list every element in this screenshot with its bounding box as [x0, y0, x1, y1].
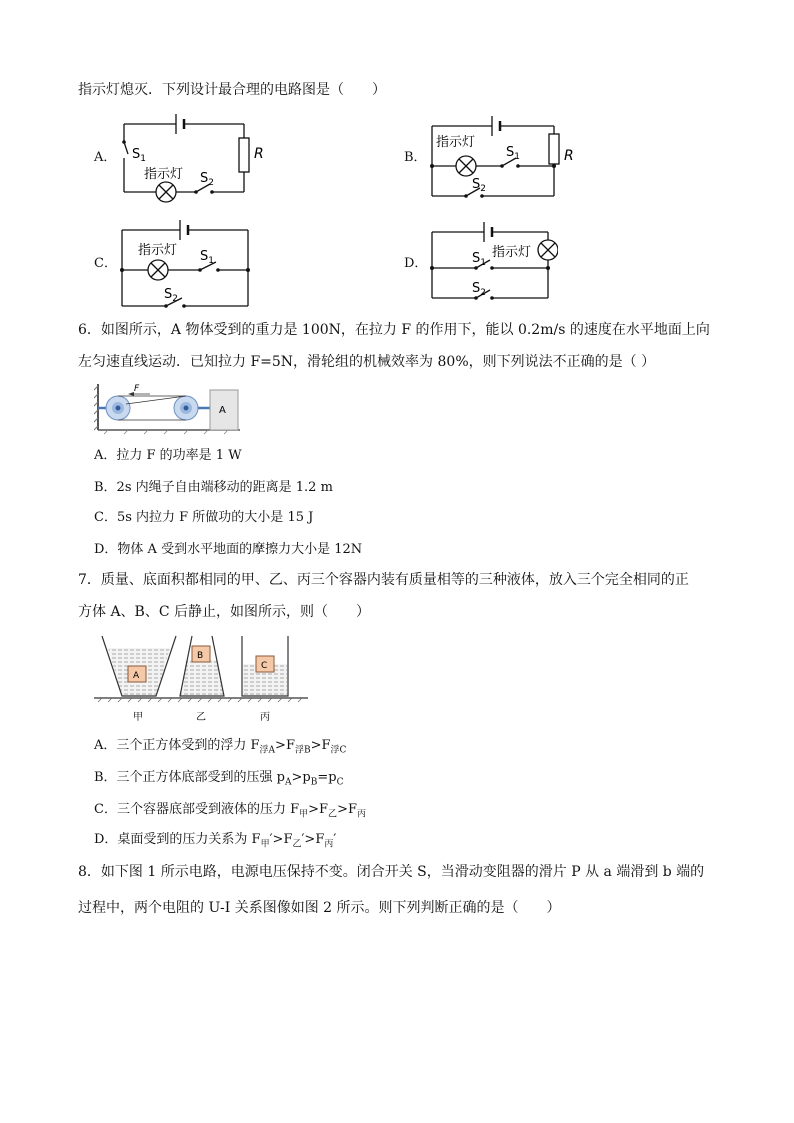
- q5-circuit-b: [426, 112, 596, 204]
- q7-box-c: C: [261, 661, 268, 671]
- q5b-r-label: R: [564, 148, 574, 164]
- q6-option-c: C．5s 内拉力 F 所做功的大小是 15 J: [94, 510, 314, 525]
- q6-option-a: A．拉力 F 的功率是 1 W: [94, 448, 242, 463]
- q5b-s2-label: $S_2$: [472, 177, 486, 194]
- q7-label-jia: 甲: [133, 712, 143, 723]
- q5c-s2-label: $S_2$: [164, 287, 178, 304]
- q7-stem-line2: 方体 A、B、C 后静止，如图所示，则（ ）: [78, 604, 371, 620]
- q7-label-yi: 乙: [196, 712, 206, 723]
- q7-option-a: A．三个正方体受到的浮力 $F_{浮A}>F_{浮B}>F_{浮C}$: [94, 738, 347, 756]
- q6-pulley-figure: [94, 380, 244, 436]
- q6-fig-f-label: F: [134, 384, 140, 394]
- q5a-s1-label: $S_1$: [132, 147, 146, 164]
- q5a-s2-label: $S_2$: [200, 171, 214, 188]
- q5c-s1-label: $S_1$: [200, 249, 214, 266]
- q5a-r-label: R: [254, 146, 264, 162]
- q5-option-b-label: B．: [404, 150, 427, 165]
- q5-circuit-d: [428, 218, 558, 304]
- q5d-lamp-label: 指示灯: [492, 245, 532, 260]
- q7-containers-figure: [94, 632, 344, 728]
- q5b-lamp-label: 指示灯: [436, 135, 476, 150]
- q6-stem-line1: 6．如图所示，A 物体受到的重力是 100N，在拉力 F 的作用下，能以 0.2m/s 的速度在水平地面上向: [78, 322, 710, 338]
- q6-stem-line2: 左匀速直线运动．已知拉力 F=5N，滑轮组的机械效率为 80%，则下列说法不正确的是（ ）: [78, 354, 656, 370]
- q6-option-d: D．物体 A 受到水平地面的摩擦力大小是 12N: [94, 542, 363, 557]
- q5-circuit-c: [118, 212, 258, 312]
- q7-option-b: B．三个正方体底部受到的压强 $p_A>p_B=p_C$: [94, 770, 344, 788]
- q5-stem-tail: 指示灯熄灭．下列设计最合理的电路图是（ ）: [78, 82, 386, 98]
- q5-option-a-label: A．: [94, 150, 117, 165]
- q8-stem-line2: 过程中，两个电阻的 U-I 关系图像如图 2 所示。则下列判断正确的是（ ）: [78, 900, 561, 916]
- q6-option-b: B．2s 内绳子自由端移动的距离是 1.2 m: [94, 480, 333, 495]
- q5a-lamp-label: 指示灯: [144, 167, 184, 182]
- q5-option-d-label: D．: [404, 256, 428, 271]
- q5d-s1-label: $S_1$: [472, 251, 486, 268]
- q6-fig-a-label: A: [219, 405, 226, 416]
- q5c-lamp-label: 指示灯: [138, 243, 178, 258]
- q7-option-c: C．三个容器底部受到液体的压力 $F_甲>F_乙>F_丙$: [94, 802, 366, 820]
- q5b-s1-label: $S_1$: [506, 145, 520, 162]
- q7-box-a: A: [133, 671, 140, 681]
- q5d-s2-label: $S_2$: [472, 281, 486, 298]
- q5-option-c-label: C．: [94, 256, 117, 271]
- q7-stem-line1: 7．质量、底面积都相同的甲、乙、丙三个容器内装有质量相等的三种液体，放入三个完全相同的正: [78, 572, 689, 588]
- q7-option-d: D．桌面受到的压力关系为 $F_甲'>F_乙'>F_丙'$: [94, 832, 337, 850]
- q7-box-b: B: [197, 651, 204, 661]
- q7-label-bing: 丙: [260, 712, 270, 723]
- q5-circuit-a: [118, 108, 278, 208]
- q8-stem-line1: 8．如下图 1 所示电路，电源电压保持不变。闭合开关 S，当滑动变阻器的滑片 P 从 a 端滑到 b 端的: [78, 864, 705, 880]
